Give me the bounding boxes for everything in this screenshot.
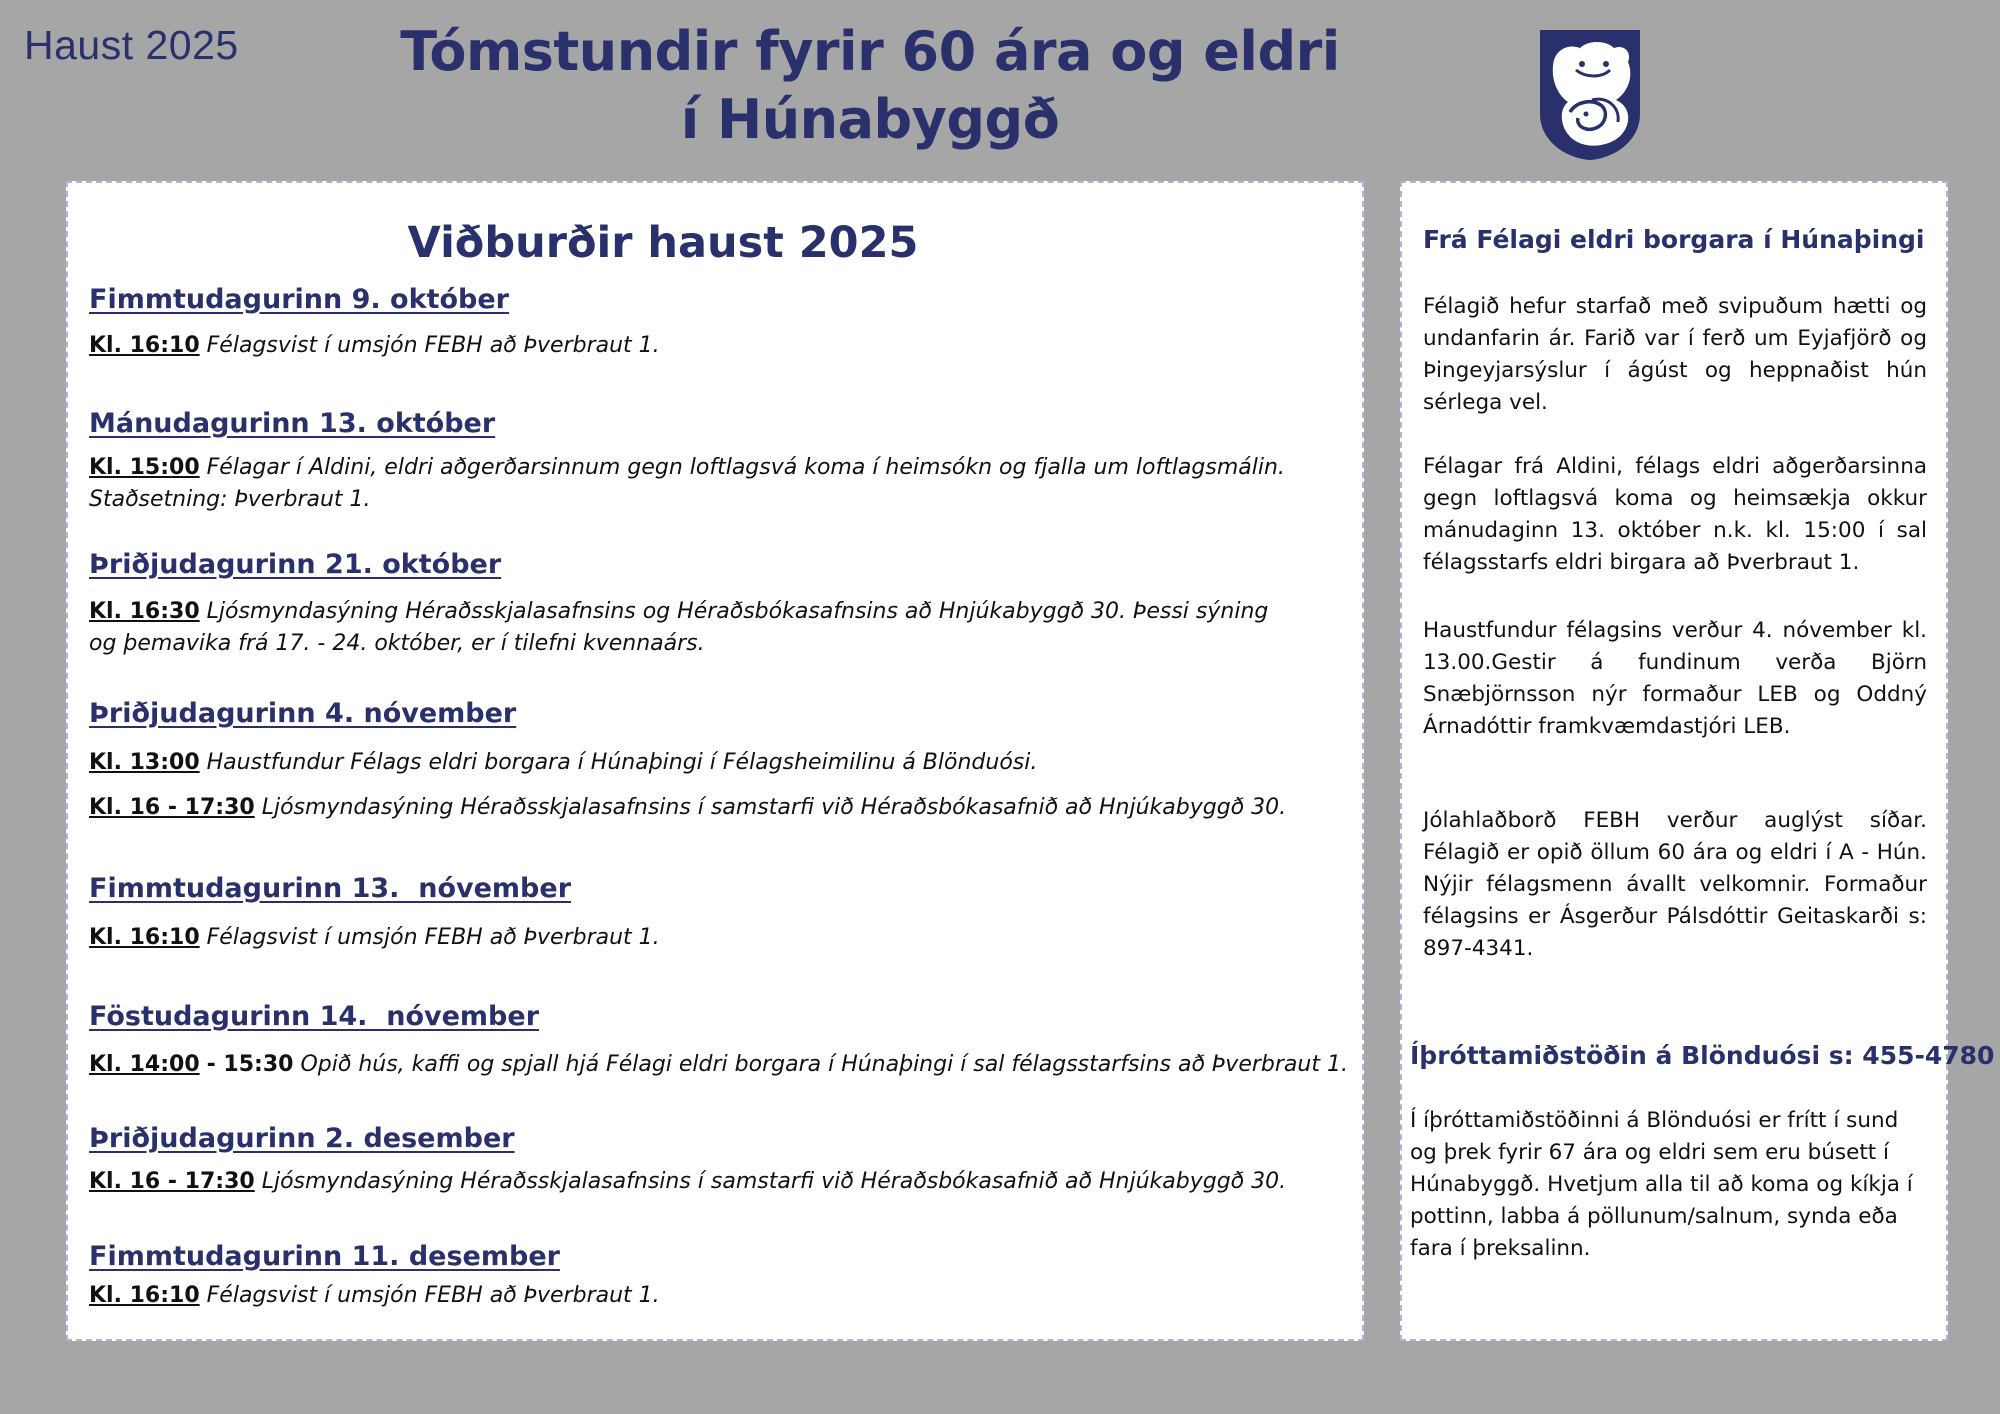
event-date: Þriðjudagurinn 4. nóvember <box>89 698 517 729</box>
event-time: Kl. 16:10 <box>89 333 200 358</box>
association-paragraph: Haustfundur félagsins verður 4. nóvember kl. 13.00.Gestir á fundinum verða Björn Snæbjörnsson nýr formaður LEB og Oddný Árnadóttir framkvæmdastjóri LEB. <box>1423 618 1927 739</box>
event-desc: Ljósmyndasýning Héraðsskjalasafnsins í samstarfi við Héraðsbókasafnið að Hnjúkabyggð 30. <box>261 1169 1287 1194</box>
events-panel <box>66 181 1364 1341</box>
event-desc: Félagar í Aldini, eldri aðgerðarsinnum gegn loftlagsvá koma í heimsókn og fjalla um loftlagsmálin. <box>206 455 1285 480</box>
sports-center-heading: Íþróttamiðstöðin á Blönduósi s: 455-4780 <box>1410 1041 1995 1070</box>
event-desc: Ljósmyndasýning Héraðsskjalasafnsins í samstarfi við Héraðsbókasafnið að Hnjúkabyggð 30. <box>261 795 1287 820</box>
events-title: Viðburðir haust 2025 <box>407 218 919 268</box>
event-date: Föstudagurinn 14. nóvember <box>89 1001 540 1032</box>
event-time-end: - 15:30 <box>206 1052 294 1077</box>
event-line <box>89 1049 1369 1081</box>
polar-bear-crest-icon <box>1536 26 1644 162</box>
association-paragraph: Félagið hefur starfað með svipuðum hætti og undanfarin ár. Farið var í ferð um Eyjafjörð og Þingeyjarsýslur í ágúst og heppnaðist hún sérlega vel. <box>1423 294 1927 415</box>
title-line-1: Tómstundir fyrir 60 ára og eldri <box>400 20 1340 83</box>
event-line <box>89 747 1369 779</box>
association-heading: Frá Félagi eldri borgara í Húnaþingi <box>1423 225 1925 254</box>
event-date: Fimmtudagurinn 11. desember <box>89 1241 560 1272</box>
event-line <box>89 792 1369 824</box>
season-label: Haust 2025 <box>24 22 239 68</box>
event-line <box>89 1280 1369 1312</box>
event-desc: Ljósmyndasýning Héraðsskjalasafnsins og Héraðsbókasafnsins að Hnjúkabyggð 30. Þessi sýning <box>206 599 1269 624</box>
association-paragraph: Félagar frá Aldini, félags eldri aðgerðarsinna gegn loftlagsvá koma og heimsækja okkur mánudaginn 13. október n.k. kl. 15:00 í sal félagsstarfs eldri birgara að Þverbraut 1. <box>1423 454 1927 575</box>
event-desc: Félagsvist í umsjón FEBH að Þverbraut 1. <box>206 925 660 950</box>
event-desc: Opið hús, kaffi og spjall hjá Félagi eldri borgara í Húnaþingi í sal félagsstarfsins að Þverbraut 1. <box>300 1052 1348 1077</box>
event-time: Kl. 13:00 <box>89 750 200 775</box>
event-desc-cont: og þemavika frá 17. - 24. október, er í tilefni kvennaárs. <box>89 631 705 656</box>
info-panel <box>1400 181 1995 1341</box>
event-line <box>89 596 1369 660</box>
event-line <box>89 1166 1369 1198</box>
event-time: Kl. 16 - 17:30 <box>89 1169 255 1194</box>
event-time: Kl. 15:00 <box>89 455 200 480</box>
event-time: Kl. 16 - 17:30 <box>89 795 255 820</box>
event-time: Kl. 14:00 <box>89 1052 200 1077</box>
event-desc: Félagsvist í umsjón FEBH að Þverbraut 1. <box>206 1283 660 1308</box>
event-line <box>89 452 1369 516</box>
event-desc-cont: Staðsetning: Þverbraut 1. <box>89 487 371 512</box>
event-desc: Haustfundur Félags eldri borgara í Húnaþingi í Félagsheimilinu á Blönduósi. <box>206 750 1038 775</box>
event-line <box>89 330 1369 362</box>
event-date: Fimmtudagurinn 9. október <box>89 284 509 315</box>
event-time: Kl. 16:30 <box>89 599 200 624</box>
event-desc: Félagsvist í umsjón FEBH að Þverbraut 1. <box>206 333 660 358</box>
event-date: Mánudagurinn 13. október <box>89 408 496 439</box>
association-paragraph: Jólahlaðborð FEBH verður auglýst síðar. Félagið er opið öllum 60 ára og eldri í A - Hún. Nýjir félagsmenn ávallt velkomnir. Formaður félagsins er Ásgerður Pálsdóttir Geitaskarði s: 897-4341. <box>1423 808 1927 961</box>
sports-center-paragraph: Í íþróttamiðstöðinni á Blönduósi er frítt í sund og þrek fyrir 67 ára og eldri sem eru búsett í Húnabyggð. Hvetjum alla til að koma og kíkja í pottinn, labba á pöllunum/salnum, synda eða fara í þreksalinn. <box>1410 1108 1913 1261</box>
event-date: Þriðjudagurinn 2. desember <box>89 1123 515 1154</box>
event-date: Þriðjudagurinn 21. október <box>89 549 502 580</box>
event-time: Kl. 16:10 <box>89 1283 200 1308</box>
page-title <box>360 18 1380 154</box>
event-date: Fimmtudagurinn 13. nóvember <box>89 873 572 904</box>
title-line-2: í Húnabyggð <box>680 88 1060 151</box>
event-time: Kl. 16:10 <box>89 925 200 950</box>
event-line <box>89 922 1369 954</box>
